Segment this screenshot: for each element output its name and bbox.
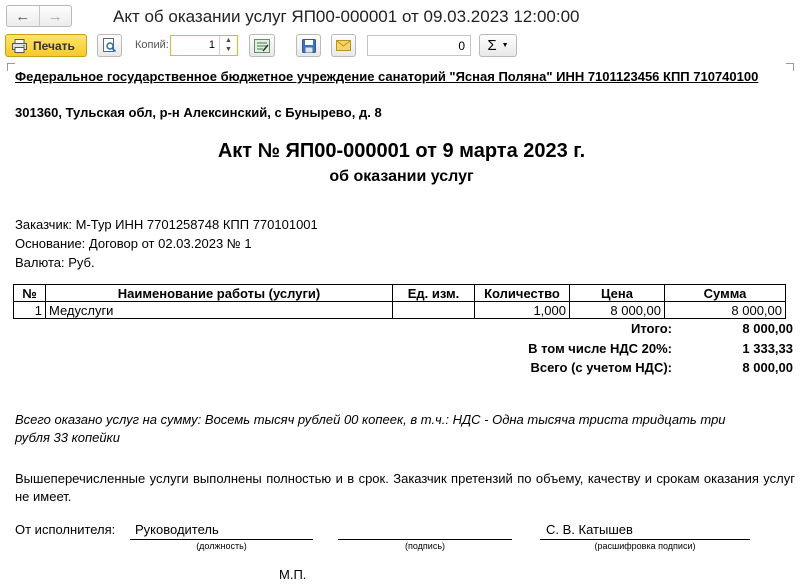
column-header: Количество (475, 285, 570, 302)
service-name: Медуслуги (46, 302, 393, 319)
selection-sum-field[interactable]: 0 (367, 35, 471, 56)
name-caption: (расшифровка подписи) (594, 541, 696, 551)
completion-statement: Вышеперечисленные услуги выполнены полностью и в срок. Заказчик претензий по объему, качеству и срокам оказания услуг не имеет. (15, 471, 795, 504)
sum-cell: 8 000,00 (665, 302, 786, 319)
chevron-down-icon: ▼ (501, 42, 509, 49)
signature-caption: (подпись) (404, 541, 446, 551)
preview-button[interactable] (97, 34, 122, 57)
position-value: Руководитель (135, 522, 219, 537)
price-cell: 8 000,00 (570, 302, 665, 319)
vat-label: В том числе НДС 20%: (528, 341, 672, 356)
floppy-disk-icon (302, 39, 316, 53)
currency-line: Валюта: Руб. (15, 255, 95, 270)
copies-stepper[interactable] (170, 35, 238, 56)
sigma-icon: Σ (487, 37, 497, 54)
page-settings-icon (254, 39, 270, 53)
stamp-place: М.П. (279, 567, 307, 582)
vat-value: 1 333,33 (742, 341, 793, 356)
position-line (130, 539, 313, 540)
sum-dropdown-button[interactable] (479, 34, 517, 57)
spin-down-icon[interactable]: ▼ (225, 46, 232, 53)
column-header: Цена (570, 285, 665, 302)
basis-line: Основание: Договор от 02.03.2023 № 1 (15, 236, 252, 251)
services-table (13, 284, 786, 319)
total-label: Итого: (631, 321, 672, 336)
unit-cell (393, 302, 475, 319)
title-bar (0, 0, 803, 32)
page-magnifier-icon (103, 38, 117, 53)
document-area (0, 60, 803, 585)
arrow-left-icon: ← (15, 7, 31, 25)
organization-address: 301360, Тульская обл, р-н Алексинский, с Буныревo, д. 8 (15, 105, 382, 120)
envelope-icon (336, 40, 351, 51)
copies-value[interactable]: 1 (208, 39, 215, 51)
column-header: Ед. изм. (393, 285, 475, 302)
signer-name: С. В. Катышев (546, 522, 633, 537)
arrow-right-icon: → (47, 7, 63, 25)
position-caption: (должность) (196, 541, 247, 551)
window-title: Акт об оказании услуг ЯП00-000001 от 09.03.2023 12:00:00 (113, 7, 580, 26)
page-corner-marker (786, 63, 794, 71)
customer-line: Заказчик: М-Тур ИНН 7701258748 КПП 770101001 (15, 217, 318, 232)
page-settings-button[interactable] (249, 34, 275, 57)
print-label: Печать (33, 38, 75, 53)
organization-header: Федеральное государственное бюджетное учреждение санаторий "Ясная Поляна" ИНН 7101123456 КПП 710740100 (15, 69, 759, 84)
column-header: Наименование работы (услуги) (46, 285, 393, 302)
print-button[interactable] (5, 34, 87, 57)
page-corner-marker (7, 63, 15, 71)
name-line (540, 539, 750, 540)
toolbar (0, 32, 803, 60)
spin-up-icon[interactable]: ▲ (225, 37, 232, 44)
grand-total-label: Всего (с учетом НДС): (530, 360, 672, 375)
printer-icon (12, 39, 27, 53)
total-value: 8 000,00 (742, 321, 793, 336)
signature-label: От исполнителя: (15, 522, 116, 537)
copies-spin[interactable] (219, 36, 237, 55)
copies-label: Копий: (135, 39, 169, 51)
table-row (14, 302, 786, 319)
signature-line (338, 539, 512, 540)
grand-total-value: 8 000,00 (742, 360, 793, 375)
act-title: Акт № ЯП00-000001 от 9 марта 2023 г. (217, 140, 586, 162)
forward-button[interactable] (40, 6, 72, 26)
table-header-row (14, 285, 786, 302)
row-number: 1 (14, 302, 46, 319)
sum-in-words: Всего оказано услуг на сумму: Восемь тысяч рублей 00 копеек, в т.ч.: НДС - Одна тысяча триста тридцать три рубля 33 копейки (15, 412, 726, 445)
column-header: № (14, 285, 46, 302)
back-button[interactable] (7, 6, 40, 26)
quantity-cell: 1,000 (475, 302, 570, 319)
column-header: Сумма (665, 285, 786, 302)
act-subtitle: об оказании услуг (329, 168, 474, 185)
send-email-button[interactable] (331, 34, 356, 57)
save-button[interactable] (296, 34, 321, 57)
navigation-group (6, 5, 72, 27)
